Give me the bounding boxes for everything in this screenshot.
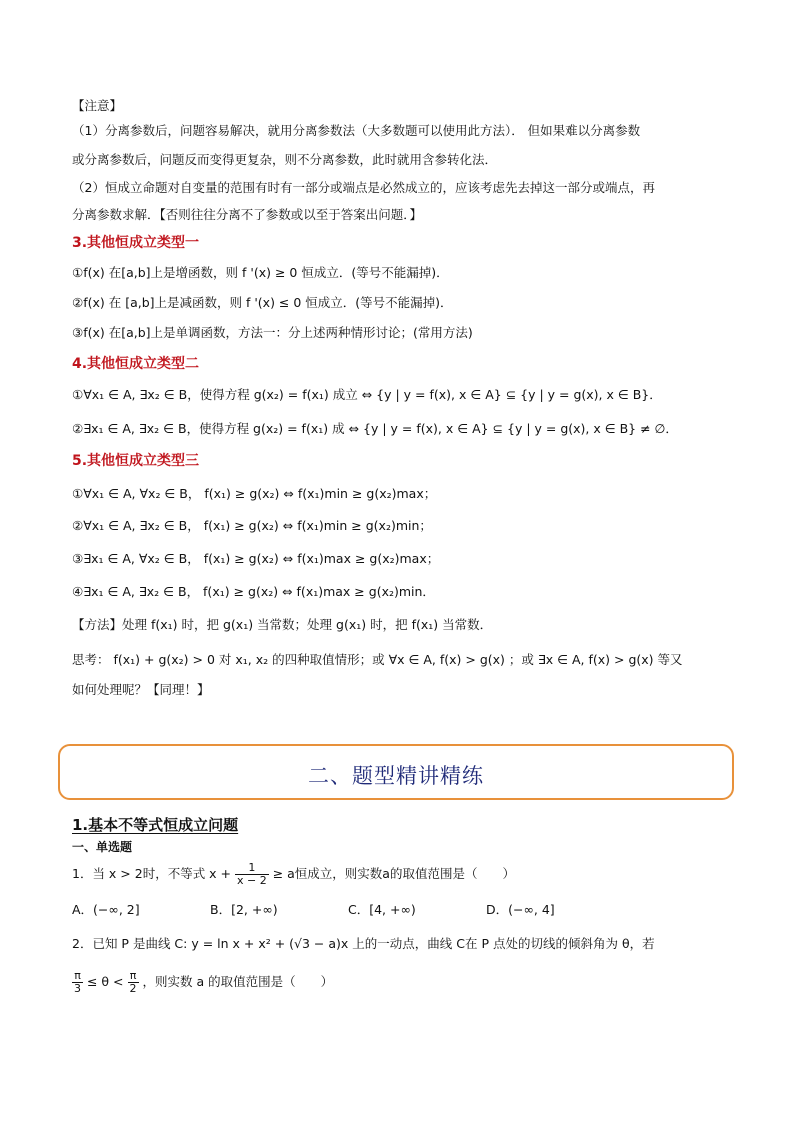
- type3-item-3: ③∃x₁ ∈ A, ∀x₂ ∈ B， f(x₁) ≥ g(x₂) ⇔ f(x₁)max ≥ g(x₂)max；: [72, 551, 440, 566]
- method-line: 【方法】处理 f(x₁) 时，把 g(x₁) 当常数；处理 g(x₁) 时，把 f(x₁) 当常数．: [72, 617, 493, 632]
- q2-frac1-den: 3: [74, 982, 81, 995]
- note-line-3: （2）恒成立命题对自变量的范围有时有一部分或端点是必然成立的，应该考虑先去掉这一部分或端点，再: [72, 180, 655, 195]
- type3-title: 5.其他恒成立类型三: [72, 453, 200, 469]
- note-line-4: 分离参数求解．【否则往往分离不了参数或以至于答案出问题．】: [72, 207, 423, 222]
- q1-frac-den: x − 2: [237, 874, 267, 887]
- sub-title: 一、单选题: [72, 840, 133, 854]
- banner-title: 二、题型精讲精练: [308, 764, 484, 788]
- question-2-line-2: [72, 970, 333, 995]
- think-line-2: 如何处理呢？【同理！】: [72, 682, 210, 697]
- q1-option-c: C．[4, +∞): [348, 902, 416, 917]
- note-line-1: （1）分离参数后，问题容易解决，就用分离参数法（大多数题可以使用此方法）． 但如果难以分离参数: [72, 123, 641, 138]
- section-title: 1.基本不等式恒成立问题: [72, 816, 239, 834]
- q2-inequality: ≤ θ <: [86, 974, 124, 989]
- q2-frac2-num: π: [128, 970, 139, 983]
- type2-title: 4.其他恒成立类型二: [72, 356, 200, 372]
- q1-frac-num: 1: [235, 862, 269, 875]
- type1-item-1: ①f(x) 在[a,b]上是增函数，则 f '(x) ≥ 0 恒成立．(等号不能漏掉)．: [72, 265, 449, 280]
- type3-item-4: ④∃x₁ ∈ A, ∃x₂ ∈ B， f(x₁) ≥ g(x₂) ⇔ f(x₁)max ≥ g(x₂)min．: [72, 584, 435, 599]
- q2-fraction-1: [72, 970, 83, 995]
- think-line-1: 思考： f(x₁) + g(x₂) > 0 对 x₁, x₂ 的四种取值情形；或 ∀x ∈ A, f(x) > g(x) ；或 ∃x ∈ A, f(x) > g(x) 等又: [72, 652, 683, 667]
- q1-stem-end: ≥ a恒成立，则实数a的取值范围是（ ）: [272, 866, 515, 881]
- question-2-line-1: 2．已知 P 是曲线 C: y = ln x + x² + (√3 − a)x 上的一动点，曲线 C在 P 点处的切线的倾斜角为 θ，若: [72, 936, 655, 951]
- q2-fraction-2: [128, 970, 139, 995]
- note-heading: 【注意】: [72, 98, 123, 113]
- type3-item-1: ①∀x₁ ∈ A, ∀x₂ ∈ B， f(x₁) ≥ g(x₂) ⇔ f(x₁)min ≥ g(x₂)max；: [72, 486, 437, 501]
- note-line-2: 或分离参数后，问题反而变得更复杂，则不分离参数，此时就用含参转化法．: [72, 152, 498, 167]
- type2-item-2: ②∃x₁ ∈ A, ∃x₂ ∈ B，使得方程 g(x₂) = f(x₁) 成 ⇔ {y | y = f(x), x ∈ A} ⊆ {y | y = g(x), x ∈ B} ≠ ∅．: [72, 421, 678, 436]
- q1-option-d: D．(−∞, 4]: [486, 902, 555, 917]
- type2-item-1: ①∀x₁ ∈ A, ∃x₂ ∈ B，使得方程 g(x₂) = f(x₁) 成立 ⇔ {y | y = f(x), x ∈ A} ⊆ {y | y = g(x), x ∈ B}．: [72, 387, 662, 402]
- type1-item-2: ②f(x) 在 [a,b]上是减函数，则 f '(x) ≤ 0 恒成立．(等号不能漏掉)．: [72, 295, 453, 310]
- q1-option-b: B．[2, +∞): [210, 902, 278, 917]
- q2-stem-end: ，则实数 a 的取值范围是（ ）: [142, 974, 334, 989]
- section-banner: [58, 744, 734, 800]
- question-1: [72, 862, 515, 887]
- q1-option-a: A．(−∞, 2]: [72, 902, 140, 917]
- q2-frac2-den: 2: [129, 982, 137, 995]
- type1-title: 3.其他恒成立类型一: [72, 235, 200, 251]
- q2-frac1-num: π: [72, 970, 83, 983]
- q1-stem-start: 1．当 x > 2时，不等式 x +: [72, 866, 232, 881]
- type3-item-2: ②∀x₁ ∈ A, ∃x₂ ∈ B， f(x₁) ≥ g(x₂) ⇔ f(x₁)min ≥ g(x₂)min；: [72, 518, 432, 533]
- type1-item-3: ③f(x) 在[a,b]上是单调函数，方法一：分上述两种情形讨论；(常用方法): [72, 325, 473, 340]
- q1-fraction: [235, 862, 269, 887]
